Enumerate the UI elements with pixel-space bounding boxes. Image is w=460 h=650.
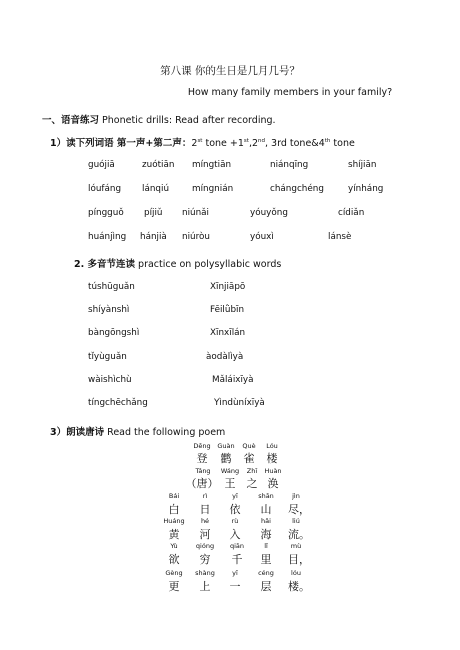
hanzi: 更 [168, 580, 180, 593]
tone-text: tone [330, 138, 355, 149]
poly-word: wàishìchù [88, 374, 132, 385]
drill-word: zuótiān [142, 160, 175, 170]
pinyin-syllable: Yù [170, 542, 178, 550]
pinyin-syllable: liú [292, 517, 300, 525]
poly-word: túshūguǎn [88, 282, 135, 292]
tone-text: ,2 [248, 138, 259, 149]
pinyin-syllable: Lóu [266, 442, 278, 450]
poly-word: Xīnjiāpō [210, 282, 246, 292]
section-label: 一、语音练习 [42, 115, 100, 126]
pinyin-syllable: Wáng [220, 467, 240, 475]
tone-sup: th [324, 137, 331, 144]
drill-word: niúnǎi [182, 208, 210, 218]
drill-word: yóuxì [250, 232, 274, 242]
drill-word: chángchéng [270, 184, 324, 194]
drill-word: niánqīng [270, 160, 309, 170]
hanzi: 目， [288, 553, 310, 566]
pinyin-syllable: céng [258, 569, 274, 577]
subsection-poem [50, 424, 225, 438]
pinyin-syllable: Huàn [264, 467, 282, 475]
hanzi: 楼。 [288, 580, 310, 593]
section-phonetic-drills [42, 112, 276, 126]
hanzi: 上 [199, 580, 211, 593]
hanzi: 河 [199, 528, 211, 541]
poly-word: àodàlìyà [206, 351, 244, 362]
pinyin-syllable: rì [202, 492, 208, 500]
hanzi: 日 [199, 503, 211, 516]
tone-text: 2 [191, 138, 198, 149]
drill-word: píngguǒ [88, 208, 124, 218]
hanzi: 雀 [243, 452, 255, 465]
hanzi: 层 [260, 580, 272, 593]
hanzi: 鹳 [220, 452, 232, 465]
page-title: 第八课 你的生日是几月几号？ [160, 65, 300, 77]
subsection-tone-drill [50, 135, 355, 149]
drill-word: lánqiú [142, 184, 170, 194]
drill-word: niúròu [182, 232, 210, 242]
hanzi: 山 [260, 503, 272, 516]
poly-word: tǐyùguǎn [88, 351, 127, 362]
hanzi: 尽， [288, 503, 310, 516]
hanzi: 流。 [288, 528, 310, 541]
pinyin-syllable: lǐ [264, 542, 268, 550]
drill-word: yóuyǒng [250, 208, 288, 218]
pinyin-syllable: lóu [291, 569, 301, 577]
hanzi: 涣 [267, 477, 279, 490]
pinyin-syllable: yī [232, 569, 238, 577]
drill-word: lóufáng [88, 184, 122, 194]
subsection-text: practice on polysyllabic words [135, 259, 282, 270]
hanzi: 海 [260, 528, 272, 541]
pinyin-syllable: yī [232, 492, 238, 500]
pinyin-syllable: hé [200, 517, 210, 525]
pinyin-syllable: shān [258, 492, 274, 500]
hanzi: 王 [224, 477, 236, 490]
poly-word: Yìndùníxīyà [214, 397, 265, 408]
hanzi: 欲 [168, 553, 180, 566]
tone-sup: nd [258, 137, 266, 144]
drill-word: shíjiān [348, 160, 377, 170]
subsection-text: Read the following poem [104, 427, 226, 438]
drill-word: píjiǔ [144, 208, 163, 218]
tone-sup: st [197, 137, 203, 144]
hanzi: 入 [229, 528, 241, 541]
drill-word: yínháng [348, 184, 384, 194]
drill-word: lánsè [328, 232, 352, 242]
pinyin-syllable: mù [290, 542, 302, 550]
drill-word: huánjìng [88, 232, 127, 242]
pinyin-syllable: Què [242, 442, 256, 450]
poly-word: Fēilǜbīn [210, 305, 245, 316]
poly-word: Mǎláixīyà [212, 374, 254, 385]
poly-word: Xīnxīlán [210, 328, 246, 339]
drill-word: guójiā [88, 160, 115, 170]
poly-word: shíyànshì [88, 305, 130, 316]
pinyin-syllable: hǎi [261, 517, 271, 525]
section-text: Phonetic drills: Read after recording. [99, 115, 276, 126]
hanzi: 里 [260, 553, 272, 566]
drill-word: hánjià [140, 232, 167, 242]
hanzi: 一 [229, 580, 241, 593]
hanzi: 黄 [168, 528, 180, 541]
pinyin-syllable: Huáng [163, 517, 185, 525]
pinyin-syllable: Dēng [193, 442, 211, 450]
poly-word: tíngchēchǎng [88, 397, 148, 408]
pinyin-syllable: Gèng [165, 569, 183, 577]
pinyin-syllable: qióng [195, 542, 215, 550]
pinyin-syllable: jìn [292, 492, 300, 500]
subsection-label: 1）读下列词语 第一声+第二声： [50, 138, 192, 149]
subsection-label: 2. 多音节连读 [74, 259, 136, 270]
tone-sup: st [243, 137, 249, 144]
hanzi: 登 [196, 452, 208, 465]
tone-text: , 3rd tone&4 [265, 138, 325, 149]
poly-word: bàngōngshì [88, 328, 140, 339]
hanzi: 千 [231, 553, 243, 566]
pinyin-syllable: Zhī [246, 467, 258, 475]
subsection-label: 3）朗读唐诗 [50, 427, 105, 438]
hanzi: 之 [246, 477, 258, 490]
hanzi: 楼 [266, 452, 278, 465]
pinyin-syllable: rù [231, 517, 239, 525]
tone-text: tone +1 [202, 138, 244, 149]
subsection-polysyllabic [74, 256, 281, 270]
hanzi: 穷 [199, 553, 211, 566]
pinyin-syllable: Táng [195, 467, 211, 475]
drill-word: míngnián [192, 184, 234, 194]
drill-word: cídiǎn [338, 208, 365, 218]
pinyin-syllable: Guàn [217, 442, 235, 450]
drill-word: míngtiān [192, 160, 232, 170]
pinyin-syllable: shàng [195, 569, 215, 577]
pinyin-syllable: Bái [168, 492, 180, 500]
hanzi: 依 [229, 503, 241, 516]
pinyin-syllable: qiān [229, 542, 245, 550]
hanzi: （唐） [185, 477, 219, 490]
hanzi: 白 [168, 503, 180, 516]
page-subtitle: How many family members in your family? [187, 87, 393, 98]
